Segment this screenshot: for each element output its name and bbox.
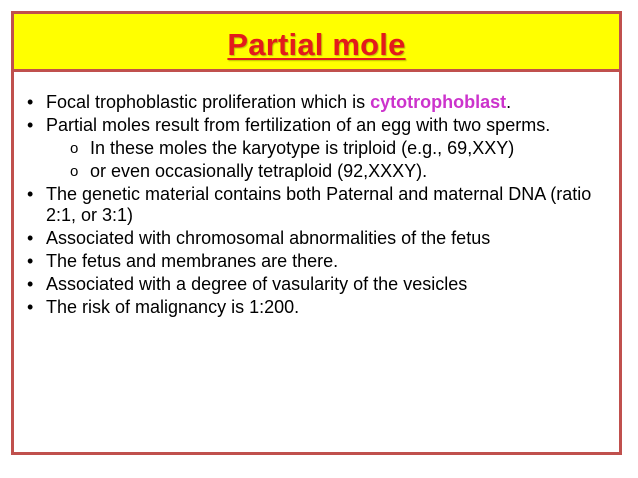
slide-title: Partial mole bbox=[227, 27, 406, 62]
sub-list-item bbox=[24, 161, 614, 182]
sub-bullet-marker: o bbox=[70, 163, 79, 180]
slide-frame bbox=[11, 11, 622, 455]
list-item bbox=[24, 251, 614, 272]
list-item bbox=[24, 274, 614, 295]
bullet-marker: • bbox=[27, 274, 34, 294]
list-item-text: Focal trophoblastic proliferation which is bbox=[46, 92, 371, 112]
bullet-list bbox=[24, 92, 614, 320]
list-item bbox=[24, 297, 614, 318]
list-item-text: The fetus and membranes are there. bbox=[46, 251, 339, 271]
list-item bbox=[24, 115, 614, 136]
list-item bbox=[24, 92, 614, 113]
bullet-marker: • bbox=[27, 297, 34, 317]
list-item-text: or even occasionally tetraploid (92,XXXY). bbox=[90, 161, 428, 181]
list-item-text: The risk of malignancy is 1:200. bbox=[46, 297, 300, 317]
bullet-marker: • bbox=[27, 251, 34, 271]
sub-list-item bbox=[24, 138, 614, 159]
list-item-text: The genetic material contains both Paternal and maternal DNA (ratio 2:1, or 3:1) bbox=[46, 184, 592, 225]
title-bar bbox=[14, 14, 619, 72]
list-item-text: . bbox=[506, 92, 512, 112]
highlighted-term: cytotrophoblast bbox=[370, 92, 507, 112]
list-item bbox=[24, 228, 614, 249]
list-item-text: Partial moles result from fertilization of an egg with two sperms. bbox=[46, 115, 551, 135]
list-item-text: In these moles the karyotype is triploid (e.g., 69,XXY) bbox=[90, 138, 515, 158]
bullet-marker: • bbox=[27, 184, 34, 204]
bullet-marker: • bbox=[27, 228, 34, 248]
list-item-text: Associated with a degree of vasularity of the vesicles bbox=[46, 274, 468, 294]
list-item bbox=[24, 184, 614, 226]
bullet-marker: • bbox=[27, 92, 34, 112]
bullet-marker: • bbox=[27, 115, 34, 135]
sub-bullet-marker: o bbox=[70, 140, 79, 157]
list-item-text: Associated with chromosomal abnormalities of the fetus bbox=[46, 228, 491, 248]
